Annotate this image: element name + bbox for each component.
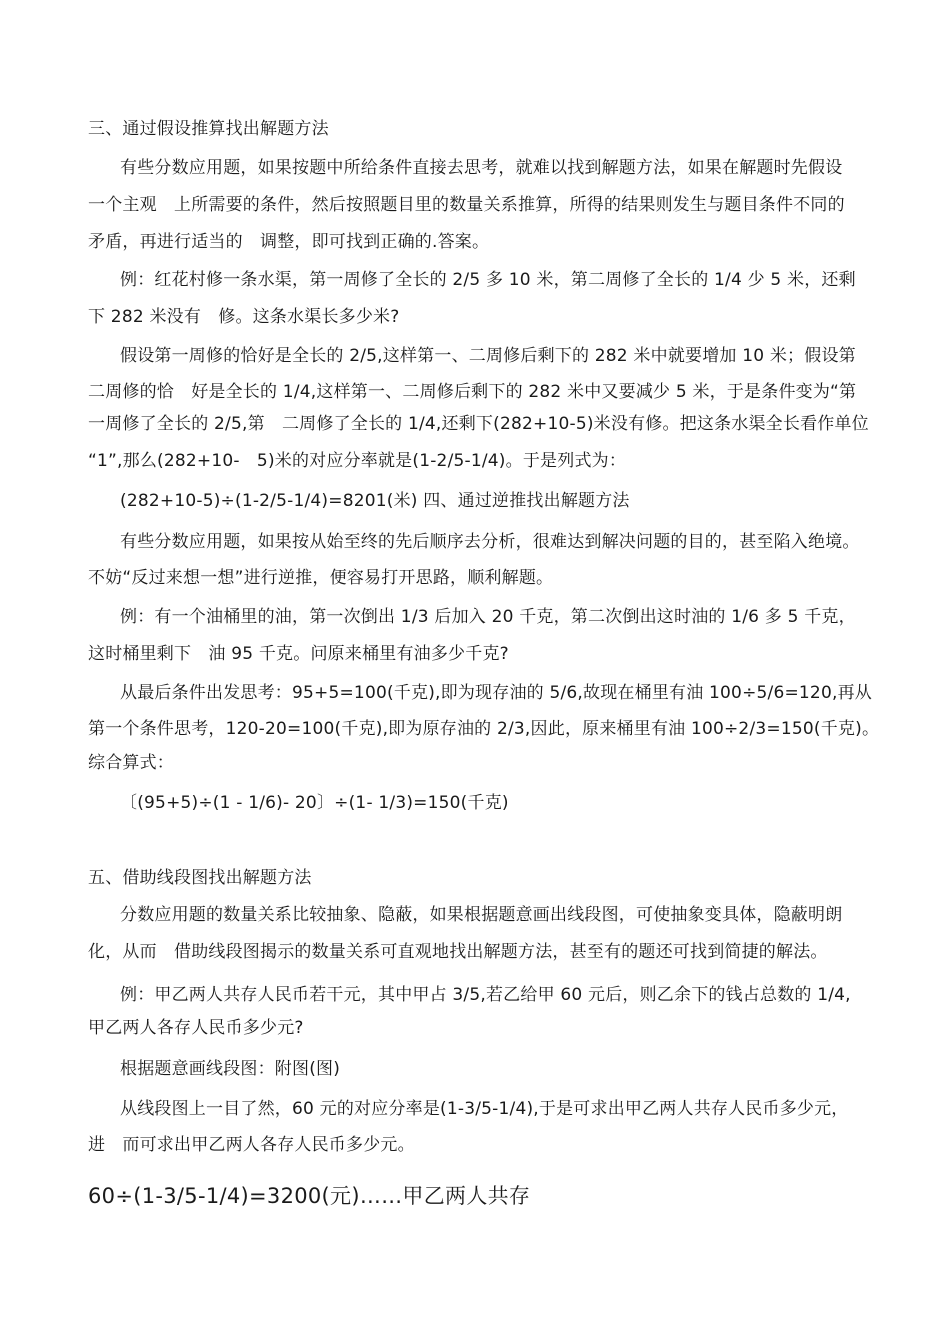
section3-solution-line2: 二周修的恰 好是全长的 1/4,这样第一、二周修后剩下的 282 米中又要减少 5 米，于是条件变为“第 [88, 382, 857, 402]
section3-para1-line1: 有些分数应用题，如果按题中所给条件直接去思考，就难以找到解题方法，如果在解题时先假设 [120, 158, 843, 178]
section4-formula: 〔(95+5)÷(1 - 1/6)- 20〕÷(1- 1/3)=150(千克) [120, 793, 509, 813]
section3-solution-line4: “1”,那么(282+10- 5)米的对应分率就是(1-2/5-1/4)。于是列式为： [88, 451, 627, 471]
section3-example-line1: 例：红花村修一条水渠，第一周修了全长的 2/5 多 10 米，第二周修了全长的 1/4 少 5 米，还剩 [120, 270, 856, 290]
section3-example-line2: 下 282 米没有 修。这条水渠长多少米? [88, 307, 400, 327]
section5-para1-line2: 化，从而 借助线段图揭示的数量关系可直观地找出解题方法，甚至有的题还可找到简捷的解法。 [88, 942, 828, 962]
section3-heading: 三、通过假设推算找出解题方法 [88, 119, 329, 139]
section4-solution-line1: 从最后条件出发思考：95+5=100(千克),即为现存油的 5/6,故现在桶里有油 100÷5/6=120,再从 [120, 683, 872, 703]
section4-example-line1: 例：有一个油桶里的油，第一次倒出 1/3 后加入 20 千克，第二次倒出这时油的 1/6 多 5 千克， [120, 607, 856, 627]
section3-solution-line1: 假设第一周修的恰好是全长的 2/5,这样第一、二周修后剩下的 282 米中就要增加 10 米；假设第 [120, 346, 856, 366]
section5-example-line1: 例：甲乙两人共存人民币若干元，其中甲占 3/5,若乙给甲 60 元后，则乙余下的钱占总数的 1/4, [120, 985, 851, 1005]
section5-para1-line1: 分数应用题的数量关系比较抽象、隐蔽，如果根据题意画出线段图，可使抽象变具体，隐蔽明朗 [120, 905, 843, 925]
section4-example-line2: 这时桶里剩下 油 95 千克。问原来桶里有油多少千克? [88, 644, 509, 664]
section5-heading: 五、借助线段图找出解题方法 [88, 868, 312, 888]
section4-solution-line2: 第一个条件思考，120-20=100(千克),即为原存油的 2/3,因此，原来桶里有油 100÷2/3=150(千克)。 [88, 719, 880, 739]
section4-para1-line2: 不妨“反过来想一想”进行逆推，便容易打开思路，顺利解题。 [88, 568, 554, 588]
section3-formula: (282+10-5)÷(1-2/5-1/4)=8201(米) 四、通过逆推找出解题方法 [120, 491, 630, 511]
section5-solution-line2: 进 而可求出甲乙两人各存人民币多少元。 [88, 1135, 415, 1155]
section5-solution-line1: 从线段图上一目了然，60 元的对应分率是(1-3/5-1/4),于是可求出甲乙两人共存人民币多少元， [120, 1099, 849, 1119]
section5-example-line2: 甲乙两人各存人民币多少元? [88, 1018, 304, 1038]
section4-solution-line3: 综合算式： [88, 753, 174, 773]
section4-para1-line1: 有些分数应用题，如果按从始至终的先后顺序去分析，很难达到解决问题的目的，甚至陷入绝境。 [120, 532, 860, 552]
section3-para1-line3: 矛盾，再进行适当的 调整，即可找到正确的.答案。 [88, 232, 490, 252]
section5-figure-note: 根据题意画线段图：附图(图) [120, 1059, 341, 1079]
section3-para1-line2: 一个主观 上所需要的条件，然后按照题目里的数量关系推算，所得的结果则发生与题目条件不同的 [88, 195, 845, 215]
section3-solution-line3: 一周修了全长的 2/5,第 二周修了全长的 1/4,还剩下(282+10-5)米没有修。把这条水渠全长看作单位 [88, 414, 869, 434]
section5-formula: 60÷(1-3/5-1/4)=3200(元)……甲乙两人共存 [88, 1184, 531, 1208]
